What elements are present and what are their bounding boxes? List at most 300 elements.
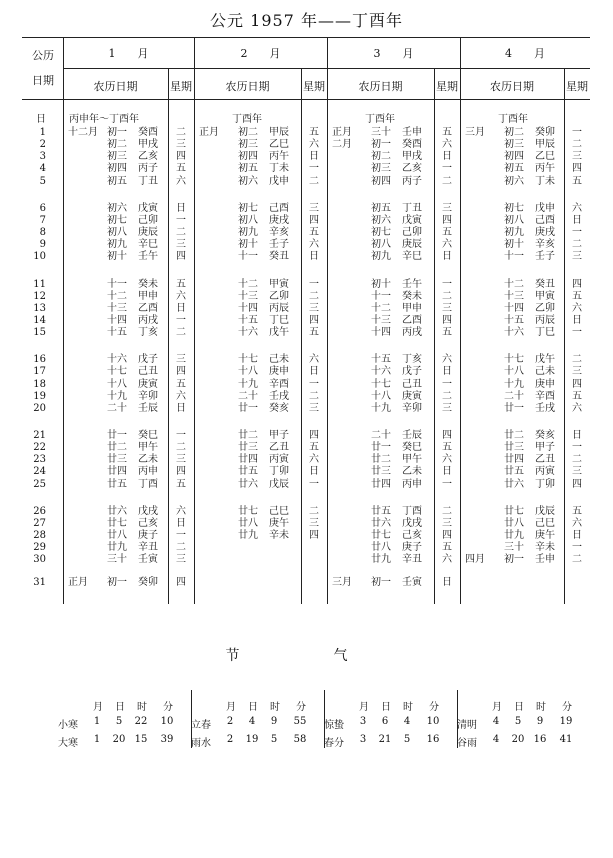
lunar-day: 初八: [238, 214, 258, 226]
lunar-day: 廿六: [107, 505, 127, 517]
lunar-day: 二十: [238, 390, 258, 402]
ganzhi: 戊戌: [138, 505, 158, 517]
lunar-day: 初一: [107, 577, 127, 588]
lunar-day: 十二: [107, 290, 127, 302]
lunar-day: 十七: [504, 354, 524, 366]
weekday: 六: [442, 354, 452, 366]
weekday: 一: [176, 430, 186, 441]
weekday-header: 星期: [303, 80, 325, 93]
ganzhi: 丙午: [535, 163, 555, 175]
weekday: 三: [572, 366, 582, 378]
ganzhi: 己卯: [402, 227, 422, 239]
weekday: 四: [176, 577, 186, 588]
rule-top: [22, 37, 590, 38]
solar-term-value: 16: [533, 734, 547, 745]
lunar-day: 廿四: [504, 454, 524, 466]
lunar-day: 初一: [107, 127, 127, 138]
solar-day: 29: [33, 542, 46, 554]
weekday: 六: [442, 239, 452, 251]
lunar-day: 初三: [371, 163, 391, 175]
weekday: 一: [309, 278, 319, 290]
solar-term-value: 1: [93, 734, 101, 745]
weekday: 六: [309, 239, 319, 251]
ganzhi: 己酉: [535, 214, 555, 226]
weekday: 六: [572, 302, 582, 314]
ganzhi: 戊午: [535, 354, 555, 366]
solar-term-value: 41: [559, 734, 573, 745]
lunar-day: 初八: [371, 239, 391, 251]
lunar-day: 廿二: [371, 454, 391, 466]
ganzhi: 甲辰: [269, 127, 289, 138]
weekday: 一: [442, 378, 452, 390]
weekday: 五: [176, 278, 186, 290]
lunar-day: 初十: [371, 278, 391, 290]
lunar-day: 十一: [107, 278, 127, 290]
weekday: 四: [442, 214, 452, 226]
lunar-day: 初四: [504, 151, 524, 163]
month-header-2: 2 月: [240, 47, 281, 60]
lunar-day: 十一: [371, 290, 391, 302]
weekday: 二: [176, 442, 186, 454]
ganzhi: 丁未: [535, 175, 555, 187]
weekday: 二: [309, 175, 319, 187]
weekday: 三: [572, 251, 582, 263]
weekday-header: 星期: [436, 80, 458, 93]
weekday: 日: [442, 251, 452, 263]
solar-term-value: 5: [403, 734, 411, 745]
lunar-day: 十五: [504, 314, 524, 326]
ganzhi: 丙子: [138, 163, 158, 175]
weekday: 三: [309, 302, 319, 314]
lunar-day: 十五: [107, 327, 127, 339]
solar-day: 24: [33, 466, 46, 478]
weekday: 日: [442, 366, 452, 378]
ganzhi: 丁巳: [269, 314, 289, 326]
lunar-date-header: 农历日期: [93, 80, 138, 93]
month-header-1: 1 月: [108, 47, 149, 60]
solar-day: 26: [33, 505, 46, 517]
solar-term-value: 21: [378, 734, 392, 745]
weekday: 四: [176, 151, 186, 163]
solar-day: 2: [39, 139, 46, 151]
ganzhi: 癸丑: [269, 251, 289, 263]
ganzhi: 丁亥: [138, 327, 158, 339]
weekday: 五: [442, 327, 452, 339]
weekday: 一: [309, 163, 319, 175]
solar-term-col-header: 日: [248, 702, 258, 713]
ganzhi: 丙辰: [269, 302, 289, 314]
weekday: 六: [572, 202, 582, 214]
weekday: 三: [442, 302, 452, 314]
weekday: 四: [309, 430, 319, 441]
lunar-day: 廿一: [504, 402, 524, 414]
ganzhi: 己巳: [535, 517, 555, 529]
ganzhi: 甲申: [402, 302, 422, 314]
weekday: 一: [176, 314, 186, 326]
ganzhi: 乙卯: [269, 290, 289, 302]
lunar-day: 十三: [371, 314, 391, 326]
lunar-year-header: 丁酉年: [365, 114, 395, 125]
solar-term-value: 15: [134, 734, 148, 745]
lunar-day: 三十: [371, 127, 391, 138]
rule-header-bottom: [22, 99, 590, 100]
weekday: 四: [572, 378, 582, 390]
ganzhi: 甲子: [535, 442, 555, 454]
lunar-month: 正月: [332, 127, 352, 138]
ganzhi: 丁酉: [402, 505, 422, 517]
lunar-day: 三十: [107, 554, 127, 566]
weekday: 四: [572, 478, 582, 490]
weekday: 五: [309, 442, 319, 454]
solar-day: 18: [33, 378, 46, 390]
weekday: 三: [176, 354, 186, 366]
solar-term-col-header: 时: [137, 702, 147, 713]
solar-term-name: 大寒: [58, 738, 78, 749]
weekday: 二: [176, 127, 186, 138]
ganzhi: 辛未: [269, 530, 289, 542]
ganzhi: 庚申: [269, 366, 289, 378]
lunar-month: 正月: [199, 127, 219, 138]
weekday: 五: [176, 163, 186, 175]
lunar-day: 初九: [504, 227, 524, 239]
rule-col-0: [63, 37, 64, 604]
weekday: 日: [572, 530, 582, 542]
ganzhi: 乙酉: [402, 314, 422, 326]
solar-term-col-header: 日: [514, 702, 524, 713]
solar-term-value: 5: [115, 716, 123, 727]
ganzhi: 壬辰: [138, 402, 158, 414]
weekday: 五: [572, 175, 582, 187]
ganzhi: 甲寅: [535, 290, 555, 302]
solar-day: 27: [33, 517, 46, 529]
solar-term-value: 22: [134, 716, 148, 727]
lunar-day: 廿一: [238, 402, 258, 414]
lunar-day: 初九: [238, 227, 258, 239]
solar-day: 15: [33, 327, 46, 339]
lunar-day: 十七: [107, 366, 127, 378]
ganzhi: 辛丑: [138, 542, 158, 554]
weekday: 五: [309, 127, 319, 138]
rule-col-3: [460, 37, 461, 604]
lunar-day: 十七: [238, 354, 258, 366]
solar-term-col-header: 分: [429, 702, 439, 713]
lunar-day: 十四: [107, 314, 127, 326]
weekday: 日: [309, 151, 319, 163]
weekday: 三: [309, 402, 319, 414]
lunar-day: 廿六: [371, 517, 391, 529]
lunar-day: 廿九: [107, 542, 127, 554]
lunar-day: 廿五: [504, 466, 524, 478]
solar-day: 8: [39, 227, 46, 239]
ganzhi: 辛巳: [402, 251, 422, 263]
ganzhi: 癸卯: [138, 577, 158, 588]
solar-terms-title: 节 气: [225, 648, 388, 664]
ganzhi: 己丑: [138, 366, 158, 378]
ganzhi: 甲午: [402, 454, 422, 466]
lunar-day: 二十: [107, 402, 127, 414]
weekday: 五: [572, 390, 582, 402]
lunar-day: 廿五: [371, 505, 391, 517]
lunar-day: 廿六: [504, 478, 524, 490]
weekday: 二: [572, 139, 582, 151]
lunar-day: 十四: [371, 327, 391, 339]
ganzhi: 己亥: [402, 530, 422, 542]
weekday: 一: [309, 378, 319, 390]
lunar-day: 十四: [504, 302, 524, 314]
solar-term-value: 10: [160, 716, 174, 727]
ganzhi: 丙辰: [535, 314, 555, 326]
lunar-day: 初九: [371, 251, 391, 263]
ganzhi: 丙申: [402, 478, 422, 490]
solar-day: 23: [33, 454, 46, 466]
weekday: 六: [176, 175, 186, 187]
lunar-day: 十三: [107, 302, 127, 314]
lunar-day: 廿三: [371, 466, 391, 478]
ganzhi: 壬申: [535, 554, 555, 566]
ganzhi: 戊申: [535, 202, 555, 214]
solar-day: 4: [39, 163, 46, 175]
lunar-month: 二月: [332, 139, 352, 151]
ganzhi: 癸未: [402, 290, 422, 302]
lunar-day: 廿八: [371, 542, 391, 554]
solar-day: 22: [33, 442, 46, 454]
weekday: 四: [442, 530, 452, 542]
solar-day: 9: [39, 239, 46, 251]
weekday: 三: [176, 239, 186, 251]
solar-day: 11: [33, 278, 46, 290]
weekday: 日: [309, 466, 319, 478]
weekday: 四: [572, 278, 582, 290]
solar-day: 5: [39, 175, 46, 187]
lunar-day: 初三: [107, 151, 127, 163]
ganzhi: 戊寅: [138, 202, 158, 214]
solar-day: 30: [33, 554, 46, 566]
lunar-day: 十二: [371, 302, 391, 314]
ganzhi: 己未: [269, 354, 289, 366]
day-column-label: 日: [36, 114, 46, 125]
lunar-day: 廿四: [371, 478, 391, 490]
solar-term-value: 16: [426, 734, 440, 745]
weekday: 六: [442, 139, 452, 151]
ganzhi: 壬辰: [402, 430, 422, 441]
solar-term-value: 5: [270, 734, 278, 745]
lunar-day: 初二: [371, 151, 391, 163]
weekday: 日: [176, 202, 186, 214]
weekday: 三: [176, 454, 186, 466]
solar-term-col-header: 分: [562, 702, 572, 713]
ganzhi: 庚子: [402, 542, 422, 554]
lunar-month: 十二月: [68, 127, 98, 138]
weekday: 二: [572, 454, 582, 466]
weekday: 五: [572, 505, 582, 517]
weekday: 一: [442, 163, 452, 175]
lunar-day: 初七: [371, 227, 391, 239]
solar-term-value: 39: [160, 734, 174, 745]
lunar-day: 廿七: [238, 505, 258, 517]
ganzhi: 己亥: [138, 517, 158, 529]
ganzhi: 丁丑: [138, 175, 158, 187]
weekday: 一: [572, 227, 582, 239]
weekday: 日: [309, 251, 319, 263]
solar-day: 14: [33, 314, 46, 326]
weekday: 一: [176, 214, 186, 226]
lunar-day: 廿二: [504, 430, 524, 441]
lunar-day: 十二: [238, 278, 258, 290]
weekday: 日: [442, 577, 452, 588]
weekday: 二: [309, 290, 319, 302]
lunar-day: 廿四: [238, 454, 258, 466]
weekday: 三: [442, 402, 452, 414]
solar-day: 31: [33, 577, 46, 588]
ganzhi: 戊子: [402, 366, 422, 378]
solar-term-name: 清明: [457, 720, 477, 731]
rule-col-1: [194, 37, 195, 604]
lunar-day: 初六: [504, 175, 524, 187]
ganzhi: 甲辰: [535, 139, 555, 151]
lunar-year-header: 丁酉年: [498, 114, 528, 125]
ganzhi: 乙亥: [402, 163, 422, 175]
lunar-day: 初六: [371, 214, 391, 226]
solar-term-col-header: 月: [492, 702, 502, 713]
weekday: 四: [309, 314, 319, 326]
ganzhi: 乙酉: [138, 302, 158, 314]
weekday: 一: [572, 542, 582, 554]
solar-term-col-header: 时: [403, 702, 413, 713]
solar-term-col-header: 时: [536, 702, 546, 713]
weekday: 一: [572, 127, 582, 138]
weekday: 一: [176, 530, 186, 542]
weekday: 四: [572, 163, 582, 175]
ganzhi: 庚午: [535, 530, 555, 542]
lunar-day: 初三: [504, 139, 524, 151]
weekday: 三: [309, 202, 319, 214]
ganzhi: 癸卯: [535, 127, 555, 138]
ganzhi: 甲申: [138, 290, 158, 302]
lunar-day: 十六: [107, 354, 127, 366]
solar-term-value: 10: [426, 716, 440, 727]
lunar-day: 初十: [504, 239, 524, 251]
ganzhi: 辛亥: [269, 227, 289, 239]
solar-day: 19: [33, 390, 46, 402]
lunar-day: 初五: [238, 163, 258, 175]
ganzhi: 戊戌: [402, 517, 422, 529]
weekday: 日: [176, 402, 186, 414]
lunar-day: 廿八: [107, 530, 127, 542]
weekday: 五: [442, 227, 452, 239]
ganzhi: 辛卯: [402, 402, 422, 414]
lunar-day: 廿七: [107, 517, 127, 529]
solar-term-name: 惊蛰: [324, 720, 344, 731]
weekday: 四: [309, 530, 319, 542]
weekday: 六: [309, 354, 319, 366]
weekday: 四: [176, 466, 186, 478]
lunar-day: 廿九: [371, 554, 391, 566]
lunar-day: 二十: [504, 390, 524, 402]
lunar-day: 十六: [504, 327, 524, 339]
ganzhi: 癸亥: [535, 430, 555, 441]
weekday: 一: [572, 442, 582, 454]
weekday: 日: [309, 366, 319, 378]
weekday: 五: [309, 327, 319, 339]
solar-day: 1: [39, 127, 46, 138]
weekday: 二: [572, 239, 582, 251]
lunar-day: 廿四: [107, 466, 127, 478]
solar-term-value: 6: [381, 716, 389, 727]
ganzhi: 丙戌: [402, 327, 422, 339]
weekday: 五: [442, 442, 452, 454]
ganzhi: 丁亥: [402, 354, 422, 366]
lunar-day: 十三: [238, 290, 258, 302]
weekday: 二: [442, 505, 452, 517]
lunar-day: 初九: [107, 239, 127, 251]
solar-term-col-header: 月: [93, 702, 103, 713]
ganzhi: 庚戌: [269, 214, 289, 226]
ganzhi: 己丑: [402, 378, 422, 390]
lunar-day: 初一: [371, 139, 391, 151]
ganzhi: 癸亥: [269, 402, 289, 414]
weekday: 二: [442, 390, 452, 402]
lunar-day: 十八: [238, 366, 258, 378]
lunar-day: 十五: [238, 314, 258, 326]
ganzhi: 乙亥: [138, 151, 158, 163]
lunar-day: 初八: [107, 227, 127, 239]
weekday: 六: [572, 402, 582, 414]
ganzhi: 己巳: [269, 505, 289, 517]
weekday: 日: [572, 314, 582, 326]
solar-term-value: 20: [511, 734, 525, 745]
corner-top: 公历: [32, 49, 54, 62]
solar-term-value: 4: [403, 716, 411, 727]
rule-col-2: [327, 37, 328, 604]
ganzhi: 壬午: [402, 278, 422, 290]
solar-day: 16: [33, 354, 46, 366]
weekday: 六: [442, 454, 452, 466]
weekday: 四: [442, 430, 452, 441]
lunar-day: 初一: [504, 554, 524, 566]
lunar-day: 廿二: [107, 442, 127, 454]
lunar-day: 初七: [238, 202, 258, 214]
ganzhi: 戊子: [138, 354, 158, 366]
lunar-day: 十八: [107, 378, 127, 390]
lunar-month: 三月: [465, 127, 485, 138]
lunar-day: 初七: [504, 202, 524, 214]
ganzhi: 辛亥: [535, 239, 555, 251]
ganzhi: 庚子: [138, 530, 158, 542]
lunar-day: 十六: [371, 366, 391, 378]
weekday: 二: [176, 327, 186, 339]
lunar-year-header: 丙申年～丁酉年: [69, 114, 139, 125]
solar-day: 13: [33, 302, 46, 314]
solar-day: 20: [33, 402, 46, 414]
ganzhi: 癸酉: [402, 139, 422, 151]
ganzhi: 丙子: [402, 175, 422, 187]
ganzhi: 甲午: [138, 442, 158, 454]
ganzhi: 辛酉: [269, 378, 289, 390]
ganzhi: 丙寅: [269, 454, 289, 466]
weekday-header: 星期: [170, 80, 192, 93]
solar-term-col-header: 时: [270, 702, 280, 713]
solar-term-name: 春分: [324, 738, 344, 749]
lunar-day: 初六: [107, 202, 127, 214]
solar-term-name: 立春: [191, 720, 211, 731]
ganzhi: 庚午: [269, 517, 289, 529]
month-header-4: 4 月: [505, 47, 545, 60]
lunar-month: 三月: [332, 577, 352, 588]
ganzhi: 戊辰: [269, 478, 289, 490]
ganzhi: 庚辰: [402, 239, 422, 251]
ganzhi: 乙巳: [269, 139, 289, 151]
solar-day: 12: [33, 290, 46, 302]
